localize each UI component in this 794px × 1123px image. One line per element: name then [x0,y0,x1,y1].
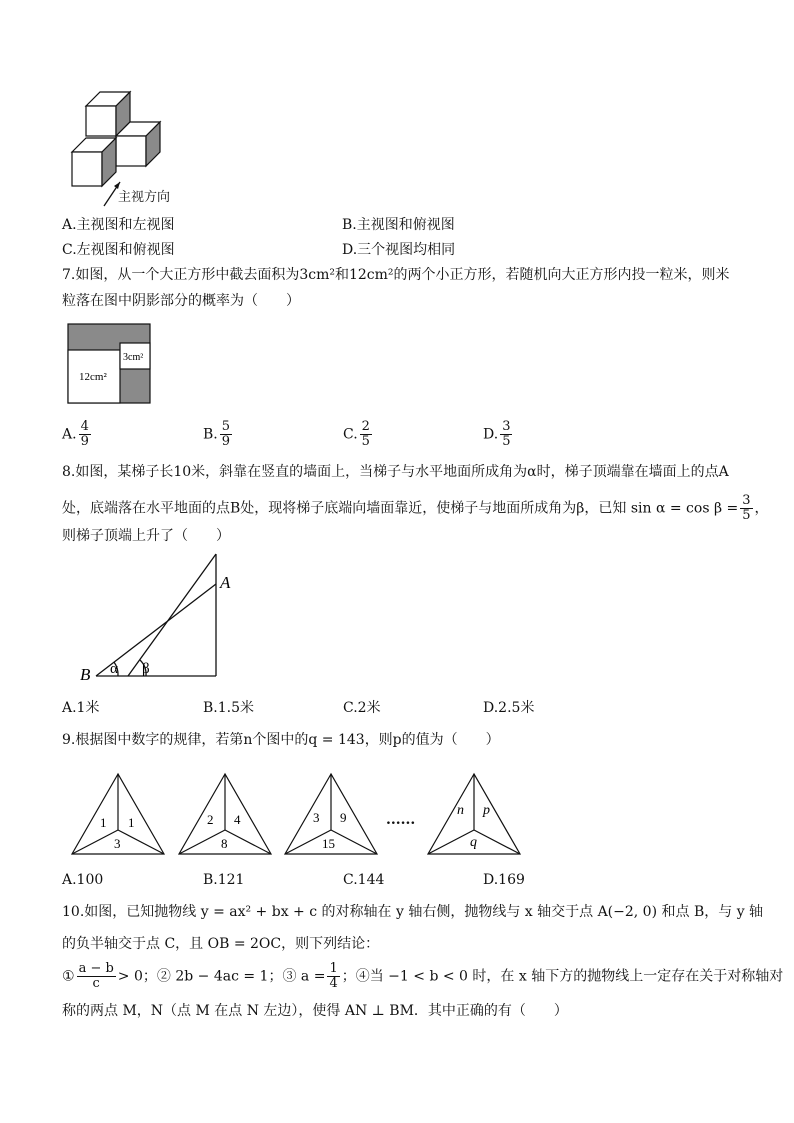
triangle-2 [177,772,273,858]
q9-option-b[interactable]: B.121 [203,872,245,888]
small-square-label: 3cm² [123,352,144,363]
q9-option-a[interactable]: A.100 [62,872,104,888]
q10-stem-line4: 称的两点 M，N（点 M 在点 N 左边），使得 AN ⊥ BM．其中正确的有（ ） [62,1003,568,1019]
point-a-label: A [220,573,231,592]
triangle-1-bottom: 3 [114,836,121,851]
q10-stem-line2: 的负半轴交于点 C，且 OB = 2OC，则下列结论： [62,936,380,952]
triangle-2-left: 2 [207,812,214,827]
q8-stem-line2: 处，底端落在水平地面的点B处，现将梯子底端向墙面靠近，使梯子与地面所成角为β，已知 sin α = cos β = $\frac{3}{5}$ ， [62,493,769,523]
q7-option-c[interactable]: C. $\frac{2}{5}$ [343,419,370,449]
triangle-1-right: 1 [128,815,135,830]
triangle-2-bottom: 8 [221,836,228,851]
q10-stem-line3: ① $\frac{a - b}{c}$ > 0；② 2b − 4ac = 1；③ a = $\frac{1}{4}$ ；④当 −1 < b < 0 时，在 x 轴下方的抛物线上一定存在关于对称轴对 [62,961,784,991]
beta-label: β [142,661,150,677]
q7-option-a[interactable]: A. $\frac{4}{9}$ [62,419,89,449]
triangle-1-left: 1 [100,815,107,830]
large-square-label: 12cm² [79,371,107,383]
triangle-2-right: 4 [234,812,241,827]
triangle-3-right: 9 [340,810,347,825]
q8-stem-line3: 则梯子顶端上升了（ ） [62,528,230,544]
sequence-dots: ...... [386,812,416,828]
triangle-n [426,772,522,858]
q8-option-a[interactable]: A.1米 [62,700,100,716]
q6-option-c[interactable]: C.左视图和俯视图 [62,242,175,258]
triangle-n-right: p [483,803,490,818]
point-b-label: B [80,665,91,682]
ladder-figure [76,552,236,682]
q7-stem-line2: 粒落在图中阴影部分的概率为（ ） [62,293,300,309]
q6-option-d[interactable]: D.三个视图均相同 [342,242,456,258]
q7-stem-line1: 7.如图，从一个大正方形中截去面积为3cm²和12cm²的两个小正方形，若随机向大正方形内投一粒米，则米 [62,267,730,283]
square-figure [67,323,153,405]
q10-stem-line1: 10.如图，已知抛物线 y = ax² + bx + c 的对称轴在 y 轴右侧，抛物线与 x 轴交于点 A(−2, 0) 和点 B，与 y 轴 [62,904,764,920]
q8-stem-line1: 8.如图，某梯子长10米，斜靠在竖直的墙面上，当梯子与水平地面所成角为α时，梯子顶端靠在墙面上的点A [62,464,729,480]
triangle-3-bottom: 15 [322,836,335,851]
alpha-label: α [110,661,118,677]
q7-option-b[interactable]: B. $\frac{5}{9}$ [203,419,231,449]
q9-option-c[interactable]: C.144 [343,872,385,888]
triangle-n-bottom: q [470,835,477,850]
view-direction-label: 主视方向 [118,190,171,205]
q9-stem: 9.根据图中数字的规律，若第n个图中的q = 143，则p的值为（ ） [62,732,500,748]
q8-option-b[interactable]: B.1.5米 [203,700,255,716]
q9-option-d[interactable]: D.169 [483,872,525,888]
q8-option-d[interactable]: D.2.5米 [483,700,535,716]
q6-option-b[interactable]: B.主视图和俯视图 [342,217,455,233]
triangle-1 [70,772,166,858]
q6-option-a[interactable]: A.主视图和左视图 [62,217,175,233]
q8-option-c[interactable]: C.2米 [343,700,381,716]
triangle-3-left: 3 [313,810,320,825]
triangle-3 [283,772,379,858]
triangle-n-left: n [457,803,464,818]
q7-option-d[interactable]: D. $\frac{3}{5}$ [483,419,511,449]
